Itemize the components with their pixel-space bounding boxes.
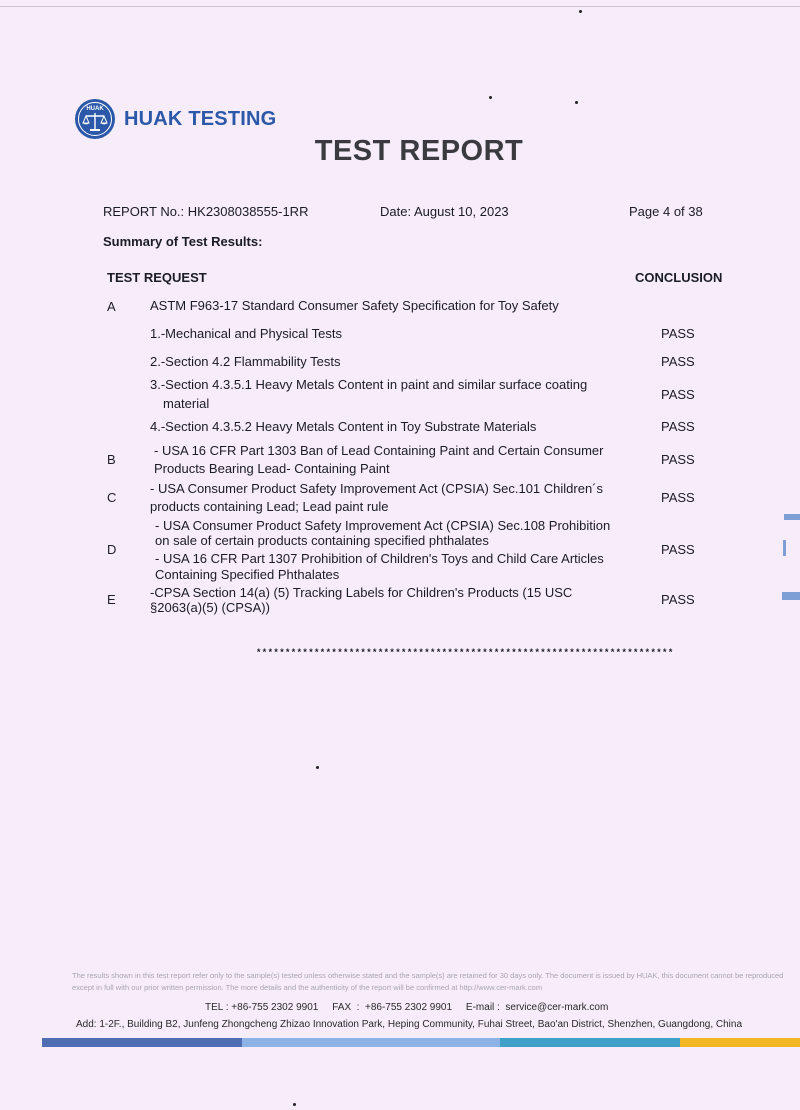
row-a-item-3-result: PASS (661, 387, 695, 402)
row-c-line2: products containing Lead; Lead paint rule (150, 499, 389, 514)
scales-of-justice-seal-icon (74, 98, 116, 140)
row-letter-e: E (107, 592, 116, 607)
end-of-results-marker: ************************************************************************ (256, 648, 674, 658)
row-d-line1: - USA Consumer Product Safety Improvement Act (CPSIA) Sec.108 Prohibition (155, 518, 611, 533)
row-a-item-3-line1: 3.-Section 4.3.5.1 Heavy Metals Content in paint and similar surface coating (150, 377, 588, 392)
summary-heading: Summary of Test Results: (103, 234, 263, 249)
report-number: REPORT No.: HK2308038555-1RR (103, 204, 309, 219)
row-d-result: PASS (661, 542, 695, 557)
row-c-result: PASS (661, 490, 695, 505)
row-letter-c: C (107, 490, 117, 505)
row-a-title: ASTM F963-17 Standard Consumer Safety Specification for Toy Safety (150, 298, 559, 313)
row-e-line1: -CPSA Section 14(a) (5) Tracking Labels for Children's Products (15 USC (150, 585, 573, 600)
footer-disclaimer: The results shown in this test report refer only to the sample(s) tested unless otherwise stated and the sample(s) are retained for 30 days only. The document is issued by HUAK, this document cannot be reproduced except in full with our prior written permission. The more details and the authenticity of the report will be confirmed at http://www.cer-mark.com (72, 971, 784, 992)
row-letter-a: A (107, 299, 116, 314)
row-a-item-1-result: PASS (661, 326, 695, 341)
row-letter-d: D (107, 542, 117, 557)
scan-speck (293, 1103, 296, 1106)
document-title: TEST REPORT (314, 135, 524, 167)
footer-bar-segment-teal (500, 1038, 680, 1047)
scan-speck (489, 96, 492, 99)
row-a-item-2: 2.-Section 4.2 Flammability Tests (150, 354, 341, 369)
row-b-line1: - USA 16 CFR Part 1303 Ban of Lead Containing Paint and Certain Consumer (154, 443, 604, 458)
row-e-line2: §2063(a)(5) (CPSA)) (150, 600, 270, 615)
row-letter-b: B (107, 452, 116, 467)
footer-bar-segment-dark-blue (42, 1038, 242, 1047)
svg-text:HUAK: HUAK (86, 106, 104, 112)
footer-color-bar (42, 1038, 800, 1047)
row-c-line1: - USA Consumer Product Safety Improvement Act (CPSIA) Sec.101 Children´s (150, 481, 604, 496)
row-a-item-3-line2: material (163, 396, 210, 411)
row-a-item-4-result: PASS (661, 419, 695, 434)
column-header-conclusion: CONCLUSION (635, 270, 723, 285)
scan-speck (579, 10, 582, 13)
report-date: Date: August 10, 2023 (380, 204, 509, 219)
footer-contact: TEL : +86-755 2302 9901 FAX : +86-755 2302 9901 E-mail : service@cer-mark.com (205, 1002, 609, 1013)
page-number: Page 4 of 38 (629, 204, 703, 219)
row-b-result: PASS (661, 452, 695, 467)
scan-speck (316, 766, 319, 769)
row-b-line2: Products Bearing Lead- Containing Paint (154, 461, 390, 476)
top-edge-line (0, 6, 800, 7)
row-d-line2: on sale of certain products containing specified phthalates (155, 533, 489, 548)
footer-address: Add: 1-2F., Building B2, Junfeng Zhongcheng Zhizao Innovation Park, Heping Community, Fuhai Street, Bao'an District, Shenzhen, Guangdong, China (76, 1019, 743, 1030)
brand-name: HUAK TESTING (124, 107, 277, 130)
row-a-item-2-result: PASS (661, 354, 695, 369)
row-a-item-1: 1.-Mechanical and Physical Tests (150, 326, 342, 341)
row-a-item-4: 4.-Section 4.3.5.2 Heavy Metals Content in Toy Substrate Materials (150, 419, 537, 434)
footer-bar-segment-light-blue (242, 1038, 500, 1047)
row-d-line4: Containing Specified Phthalates (155, 567, 340, 582)
footer-bar-segment-gold (680, 1038, 800, 1047)
row-d-line3: - USA 16 CFR Part 1307 Prohibition of Children's Toys and Child Care Articles (155, 551, 604, 566)
column-header-test-request: TEST REQUEST (107, 270, 207, 285)
scan-speck (575, 101, 578, 104)
brand-logo (74, 98, 276, 140)
row-e-result: PASS (661, 592, 695, 607)
adjacent-page-edge (782, 510, 800, 610)
